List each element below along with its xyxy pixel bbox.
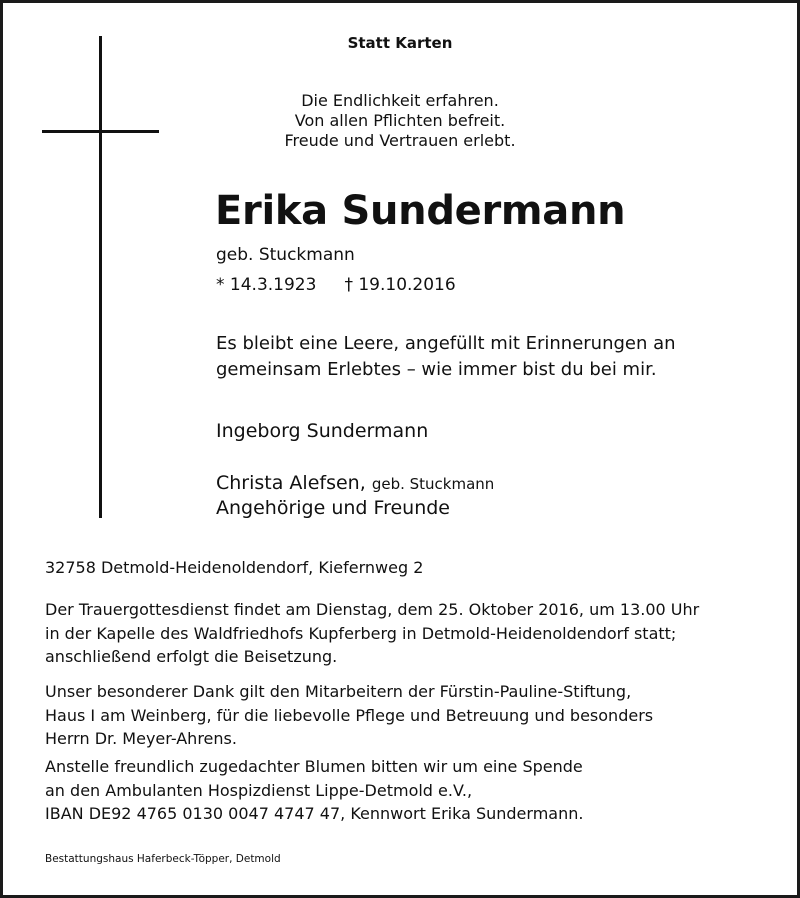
service-line: Der Trauergottesdienst findet am Dienstag, dem 25. Oktober 2016, um 13.00 Uhr: [45, 600, 700, 619]
donation-paragraph: [45, 755, 583, 826]
birth-date: * 14.3.1923: [216, 275, 317, 295]
thanks-line: Unser besonderer Dank gilt den Mitarbeitern der Fürstin-Pauline-Stiftung,: [45, 682, 632, 701]
donation-line: Anstelle freundlich zugedachter Blumen bitten wir um eine Spende: [45, 757, 583, 776]
service-line: anschließend erfolgt die Beisetzung.: [45, 647, 338, 666]
mourner-christa-name: Christa Alefsen,: [216, 472, 366, 494]
motto-line: Von allen Pflichten befreit.: [294, 111, 506, 130]
thanks-line: Haus I am Weinberg, für die liebevolle Pflege und Betreuung und besonders: [45, 705, 654, 725]
thanks-line: Herrn Dr. Meyer-Ahrens.: [45, 729, 237, 748]
mourner-relatives: Angehörige und Freunde: [216, 497, 450, 519]
motto: [0, 91, 800, 151]
verse: [216, 331, 676, 383]
life-dates: [216, 275, 456, 295]
service-paragraph: [45, 598, 699, 669]
service-line: in der Kapelle des Waldfriedhofs Kupferberg in Detmold-Heidenoldendorf statt;: [45, 623, 677, 643]
thanks-paragraph: [45, 680, 653, 751]
verse-line: gemeinsam Erlebtes – wie immer bist du bei mir.: [216, 359, 657, 380]
birth-name: geb. Stuckmann: [216, 245, 355, 265]
donation-line: IBAN DE92 4765 0130 0047 4747 47, Kennwort Erika Sundermann.: [45, 804, 584, 823]
mourner-ingeborg: Ingeborg Sundermann: [216, 420, 429, 442]
verse-line: Es bleibt eine Leere, angefüllt mit Erinnerungen an: [216, 333, 676, 354]
motto-line: Die Endlichkeit erfahren.: [301, 91, 499, 110]
motto-line: Freude und Vertrauen erlebt.: [284, 131, 516, 150]
donation-line: an den Ambulanten Hospizdienst Lippe-Detmold e.V.,: [45, 780, 473, 800]
mourner-christa-note: geb. Stuckmann: [371, 475, 495, 493]
mourner-christa: [216, 472, 494, 494]
funeral-home-footer: Bestattungshaus Haferbeck-Töpper, Detmold: [45, 853, 281, 865]
death-date: † 19.10.2016: [344, 275, 456, 295]
deceased-name: Erika Sundermann: [215, 188, 626, 234]
address: 32758 Detmold-Heidenoldendorf, Kiefernweg 2: [45, 558, 424, 577]
header-statt-karten: Statt Karten: [347, 34, 453, 52]
